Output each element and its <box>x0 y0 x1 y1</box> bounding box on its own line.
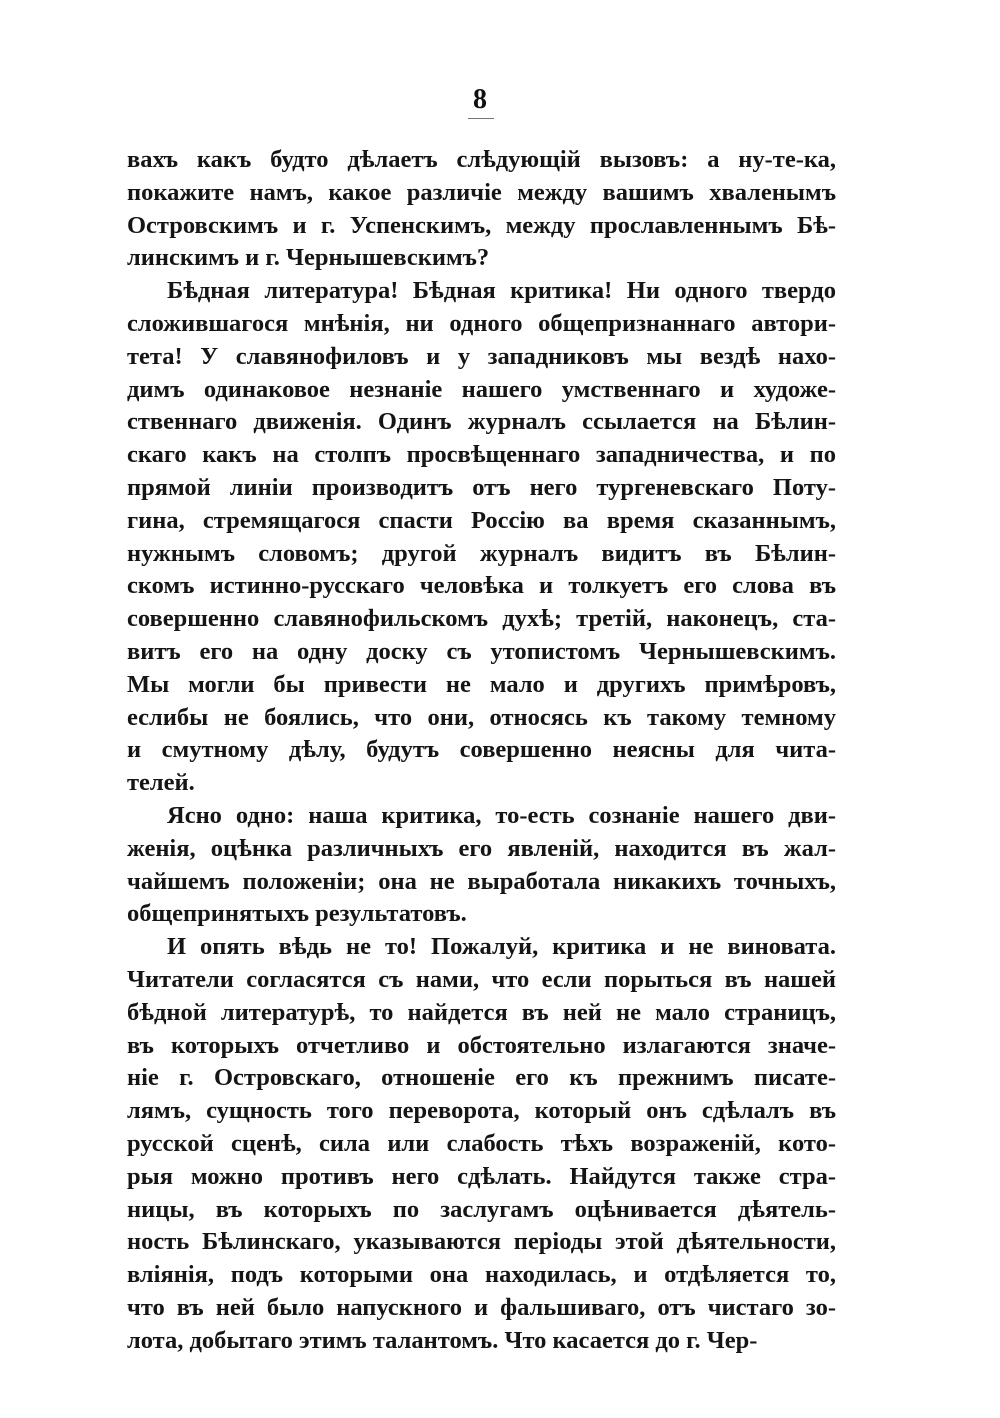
text-line: ность Бѣлинскаго, указываются періоды этой дѣятельности, <box>127 1228 836 1256</box>
paragraph <box>127 800 836 931</box>
text-line: тета! У славянофиловъ и у западниковъ мы вездѣ нахо- <box>127 342 836 370</box>
text-line: вахъ какъ будто дѣлаетъ слѣдующій вызовъ: а ну-те-ка, <box>127 146 836 173</box>
text-line: совершенно славянофильскомъ духѣ; третій, наконецъ, ста- <box>127 605 836 633</box>
text-line: Мы могли бы привести не мало и другихъ примѣровъ, <box>127 670 836 698</box>
text-line: лямъ, сущность того переворота, который онъ сдѣлалъ въ <box>127 1097 836 1125</box>
text-line: сложившагося мнѣнія, ни одного общепризнаннаго автори- <box>127 309 836 337</box>
text-line: ницы, въ которыхъ по заслугамъ оцѣнивается дѣятель- <box>127 1195 836 1223</box>
body-text <box>127 144 836 1357</box>
text-line: лота, добытаго этимъ талантомъ. Что касается до г. Чер- <box>127 1326 758 1354</box>
text-line: ственнаго движенія. Одинъ журналъ ссылается на Бѣлин- <box>127 408 836 436</box>
text-line: телей. <box>127 769 195 797</box>
text-line: въ которыхъ отчетливо и обстоятельно излагаются значе- <box>127 1031 836 1059</box>
text-line: скомъ истинно-русскаго человѣка и толкуетъ его слова въ <box>127 572 836 600</box>
text-line: женія, оцѣнка различныхъ его явленій, находится въ жал- <box>127 834 836 862</box>
text-line: скаго какъ на столпъ просвѣщеннаго западничества, и по <box>127 441 836 469</box>
text-line: Островскимъ и г. Успенскимъ, между прославленнымъ Бѣ- <box>127 211 836 239</box>
text-line: И опять вѣдь не то! Пожалуй, критика и не виновата. <box>167 933 836 961</box>
page-number: 8 <box>473 84 487 115</box>
text-line: прямой линіи производитъ отъ него тургеневскаго Поту- <box>127 473 836 501</box>
text-line: общепринятыхъ результатовъ. <box>127 900 467 928</box>
text-line: еслибы не боялись, что они, относясь къ такому темному <box>127 703 836 731</box>
text-line: димъ одинаковое незнаніе нашего умственнаго и художе- <box>127 375 836 403</box>
text-line: вліянія, подъ которыми она находилась, и отдѣляется то, <box>127 1261 836 1289</box>
text-line: нужнымъ словомъ; другой журналъ видитъ въ Бѣлин- <box>127 539 836 567</box>
text-line: Бѣдная литература! Бѣдная критика! Ни одного твердо <box>167 277 836 305</box>
page-number-rule <box>468 118 494 119</box>
text-line: Ясно одно: наша критика, то-есть сознаніе нашего дви- <box>167 801 836 829</box>
text-line: Читатели согласятся съ нами, что если порыться въ нашей <box>127 965 836 993</box>
text-line: русской сценѣ, сила или слабость тѣхъ возраженій, кото- <box>127 1129 836 1157</box>
text-line: рыя можно противъ него сдѣлать. Найдутся также стра- <box>127 1162 836 1190</box>
text-line: покажите намъ, какое различіе между вашимъ хваленымъ <box>127 178 836 206</box>
paragraph <box>127 275 836 800</box>
text-line: гина, стремящагося спасти Россію ва время сказаннымъ, <box>127 506 836 534</box>
text-line: что въ ней было напускного и фальшиваго, отъ чистаго зо- <box>127 1293 836 1321</box>
text-line: линскимъ и г. Чернышевскимъ? <box>127 244 490 272</box>
text-line: ніе г. Островскаго, отношеніе его къ прежнимъ писате- <box>127 1064 836 1092</box>
paragraph <box>127 144 836 275</box>
text-line: и смутному дѣлу, будутъ совершенно неясны для чита- <box>127 736 836 764</box>
text-line: бѣдной литературѣ, то найдется въ ней не мало страницъ, <box>127 998 836 1026</box>
text-line: чайшемъ положеніи; она не выработала никакихъ точныхъ, <box>127 867 836 895</box>
paragraph <box>127 931 836 1357</box>
text-line: витъ его на одну доску съ утопистомъ Чернышевскимъ. <box>127 637 836 665</box>
